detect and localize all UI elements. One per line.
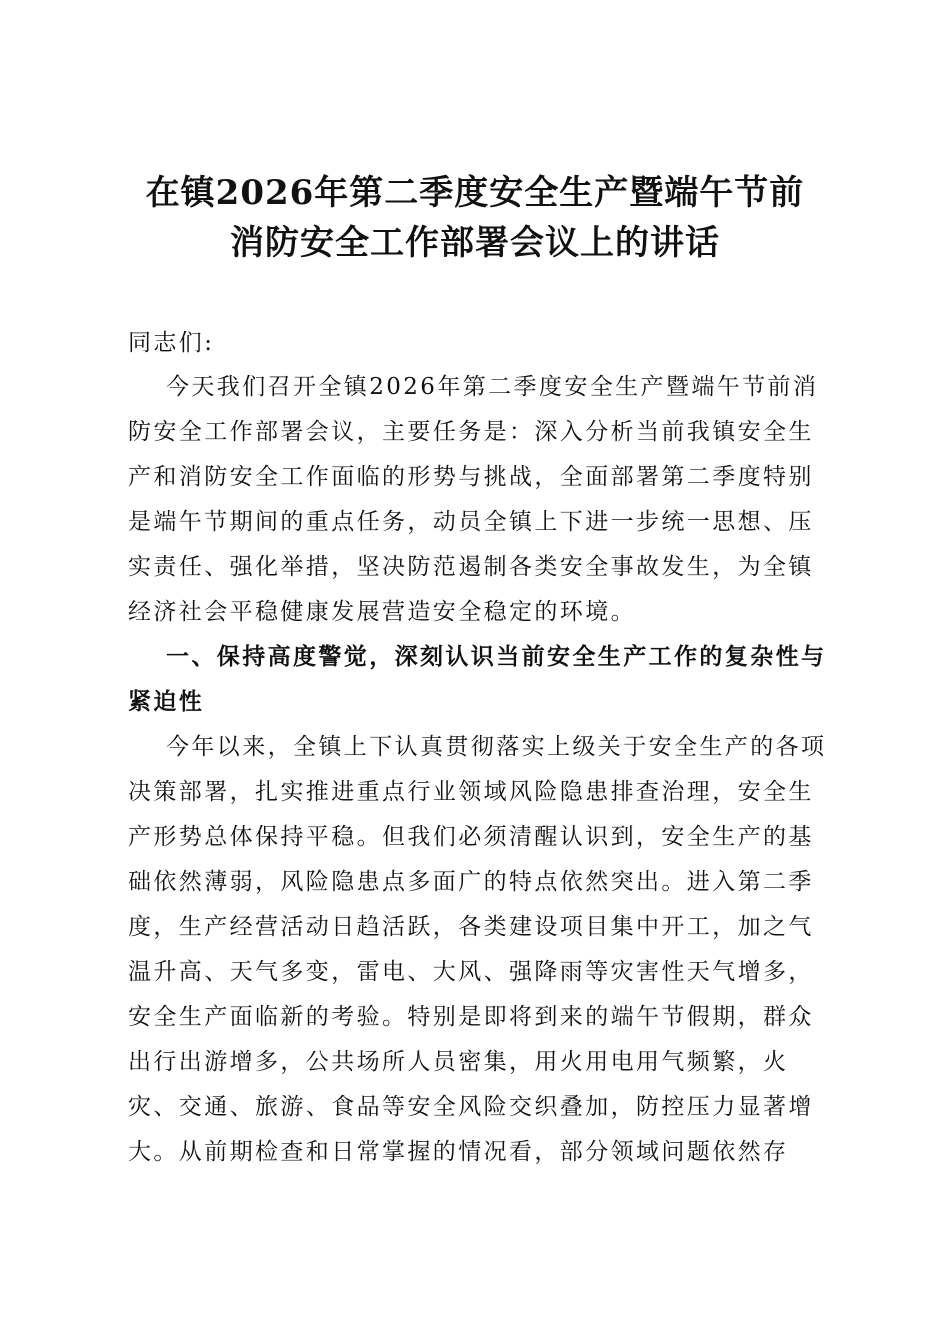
paragraph-line: 实责任、强化举措，坚决防范遏制各类安全事故发生，为全镇 [128, 554, 814, 580]
paragraph-line: 产和消防安全工作面临的形势与挑战，全面部署第二季度特别 [128, 464, 814, 490]
paragraph-line: 防安全工作部署会议，主要任务是：深入分析当前我镇安全生 [128, 419, 814, 445]
paragraph-line: 是端午节期间的重点任务，动员全镇上下进一步统一思想、压 [128, 509, 814, 535]
salutation: 同志们: [128, 330, 215, 356]
paragraph-line: 经济社会平稳健康发展营造安全稳定的环境。 [128, 599, 636, 625]
paragraph-line: 今天我们召开全镇2026年第二季度安全生产暨端午节前消 [166, 374, 819, 400]
section-heading-line: 紧迫性 [128, 688, 205, 715]
paragraph-line: 安全生产面临新的考验。特别是即将到来的端午节假期，群众 [128, 1004, 814, 1030]
paragraph-line: 出行出游增多，公共场所人员密集，用火用电用气频繁，火 [128, 1049, 789, 1075]
paragraph-line: 今年以来，全镇上下认真贯彻落实上级关于安全生产的各项 [166, 734, 827, 760]
section-heading-line: 一、保持高度警觉，深刻认识当前安全生产工作的复杂性与 [166, 643, 827, 670]
document-title-line-2: 消防安全工作部署会议上的讲话 [230, 223, 720, 263]
paragraph-line: 度，生产经营活动日趋活跃，各类建设项目集中开工，加之气 [128, 914, 814, 940]
document-title-line-1: 在镇2026年第二季度安全生产暨端午节前 [145, 173, 805, 213]
paragraph-line: 大。从前期检查和日常掌握的情况看，部分领域问题依然存 [128, 1139, 789, 1165]
paragraph-line: 灾、交通、旅游、食品等安全风险交织叠加，防控压力显著增 [128, 1094, 814, 1120]
paragraph-line: 决策部署，扎实推进重点行业领域风险隐患排查治理，安全生 [128, 779, 814, 805]
paragraph-line: 础依然薄弱，风险隐患点多面广的特点依然突出。进入第二季 [128, 869, 814, 895]
paragraph-line: 温升高、天气多变，雷电、大风、强降雨等灾害性天气增多， [128, 959, 814, 985]
paragraph-line: 产形势总体保持平稳。但我们必须清醒认识到，安全生产的基 [128, 824, 814, 850]
